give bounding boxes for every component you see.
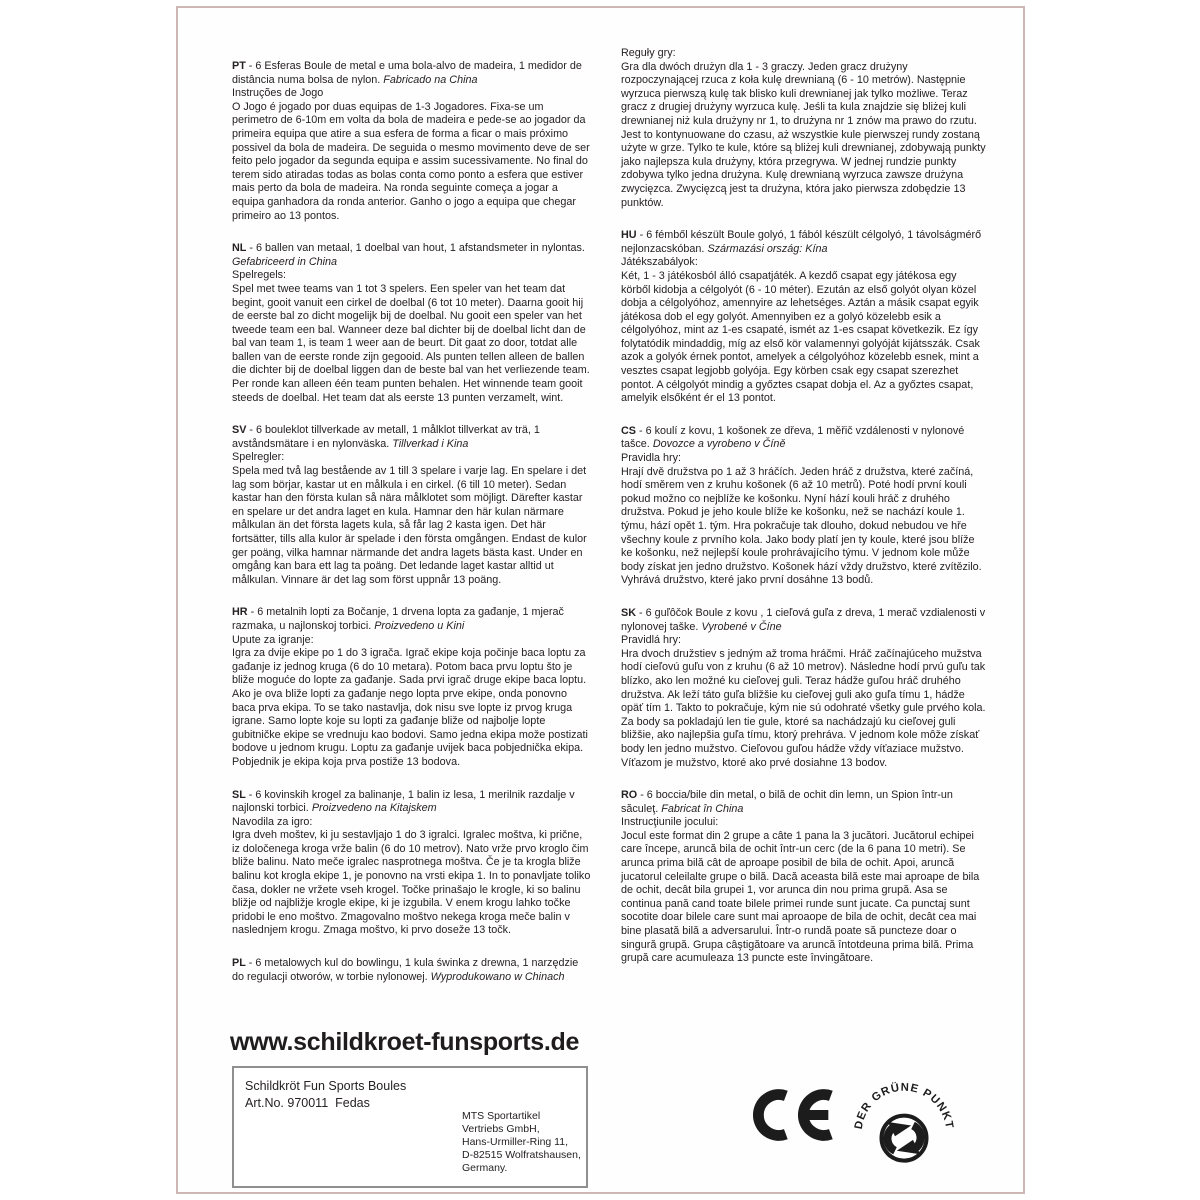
info-box [232,1066,588,1188]
language-code: HR [232,606,248,619]
section-pt [232,60,592,223]
origin-note: Fabricado na China [383,73,478,86]
section-intro-text: - 6 guľôčok Boule z kovu , 1 cieľová guľa z dreva, 1 merač vzdialenosti v nylonovej taške. [621,606,986,633]
section-cs [621,425,987,588]
section-intro-text: - 6 kovinskih krogel za balinanje, 1 balin iz lesa, 1 merilnik razdalje v najlonski torbici. [232,788,575,815]
section-rules-body: Gra dla dwóch drużyn dla 1 - 3 graczy. Jeden gracz drużyny rozpoczynającej rzuca z koła kulę drewnianą (6 - 10 metrów). Następnie wyrzuca pierwszą kulę tak blisko kuli drewnianej jak tylko możliwe. Teraz gracz z drugiej drużyny wyrzuca kulę. Jeśli ta kula znajdzie się bliżej kuli drewnianej niż kula drużyny nr 1, to drużyna nr 1 znów ma prawo do rzutu. Jest to kontynuowane do czasu, aż wszystkie kule pierwszej rundy zostaną użyte w grze. Tylko te kule, które są bliżej kuli drewnianej, zdobywają punkty jako najlepsza kula drużyny, która przegrywa. W jednej rundzie punkty zdobywa tylko jedna drużyna. Kulę drewnianą wyrzuca zawsze drużyna zwycięzca. Zwycięzcą jest ta drużyna, która jako pierwsza zdobędzie 13 punktów. [621,60,986,209]
language-code: PT [232,60,246,72]
section-rules-header: Pravidlá hry: [621,634,682,647]
gruene-punkt-label: DER GRÜNE PUNKT [852,1081,956,1131]
svg-text:DER GRÜNE PUNKT [853,1081,955,1130]
section-rules-body: Spela med två lag bestående av 1 till 3 spelare i varje lag. En spelare i det lag som börjar, kastar ut en målkula i en cirkel. (6 till 10 meter). Sedan kastar han den första kulan så nära målklotet som möjligt. Därefter kastar en spelare ur det andra laget en kula. Hamnar den här kulan närmare målkulan än det första lagets kula, så får lag 2 kasta igen. Det här fortsätter, tills alla kulor är spelade i den första omgången. Endast de kulor ger poäng, vilka hamnar närmande det andra lagets bästa kast. Under en omgång kan bara ett lag ta poäng. Det ledande laget kastar alltid ut målkulan. Vinnare är det lag som först uppnår 13 poäng. [232,465,587,586]
section-rules-body: Jocul este format din 2 grupe a câte 1 pana la 3 jucători. Jucătorul echipei care începe, aruncă bila de ochit într-un cerc (de la 6 pana 10 metri). Se arunca prima bilă cât de aproape posibil de bila de ochit. Apoi, aruncă jucatorul celeilalte grupe o bilă. Dacă aceasta bilă este mai aproape de bila de ochit, decât bila grupei 1, vor arunca din nou prima grupă. Asa se continua pană cand toate bilele primei runde sunt jucate. Ca punctaj sunt socotite doar bilele care sunt mai aproaope de bila de ochit, decât cea mai bine plasată bilă a adversarului. Într-o rundă poate să puncteze doar o singură grupă. Grupa câştigătoare va aruncă întotdeuna prima bilă. Prima grupă care acumuleaza 13 puncte este învingătoare. [621,829,980,965]
ce-mark-icon [750,1086,840,1144]
section-sl [232,789,592,939]
section-rules-body: O Jogo é jogado por duas equipas de 1-3 Jogadores. Fixa-se um perimetro de 6-10m em volta da bola de madeira e pede-se ao jogador da primeira equipa que atire a sua esfera de forma a ficar o mais próximo possivel da bola de madeira. De seguida o mesmo movimento deve de ser feito pelo jogador da segunda equipa e assim sucessivamente. No final do terem sido atiradas todas as bolas conta como ponto a esfera que estiver mais perto da bola de madeira. Na ronda seguinte começa a jogar a equipa ganhadora da ronda anterior. Ganho o jogo a equipa que chegar primeiro ao 13 pontos. [232,100,590,222]
section-rules-header: Instruções de Jogo [232,87,324,100]
section-rules-body: Hra dvoch družstiev s jedným až troma hráčmi. Hráč začínajúceho mužstva hodí cieľovú guľu von z kruhu (6 až 10 metrov). Následne hodí prvú guľu tak blízko, ako len možné ku cieľovej guli. Teraz hádže guľou hráč druhého družstva. Ak leží táto guľa bližšie ku cieľovej guli ako guľa tímu 1, hádže opäť tím 1. Takto to pokračuje, kým nie sú odohraté všetky gule prvého kola. Za body sa pokladajú len tie gule, ktoré sa nachádzajú ku cieľovej guli bližšie, ako najlepšia guľa tímu, ktorý prehráva. V jednom kole môže získať body len jedno mužstvo. Cieľovou guľou hádže vždy víťaziace mužstvo. Víťazom je mužstvo, ktoré ako prvé dosiahne 13 bodov. [621,647,986,769]
section-pl [232,957,592,984]
section-rules-header: Spelregler: [232,451,285,464]
section-rules-body: Két, 1 - 3 játékosból álló csapatjáték. A kezdő csapat egy játékosa egy körből kidobja a célgolyót (6 - 10 méter). Ezután az első golyót olyan közel dobja a célgolyóhoz, amennyire az lehetséges. Aztán a másik csapat egyik játékosa dob el egy golyót. Amennyiben ez a golyó közelebb esik a célgolyóhoz, mint az 1-es csapaté, ismét az 1-es csapat következik. Ez így folytatódik mindaddig, míg az első kör valamennyi golyóját kijátsszák. Csak azok a golyók érnek pontot, amelyek a célgolyóhoz közelebb esnek, mint a vesztes csapat legjobb golyója. Egy körben csak egy csapat szerezhet pontot. A célgolyót mindig a győztes csapat dobja el. Az a győztes csapat, amelyik elsőként ér el 13 pontot. [621,269,980,405]
language-code: SK [621,606,636,619]
section-intro [232,60,592,87]
origin-note: Gefabriceerd in China [232,255,338,268]
language-code: HU [621,229,637,242]
section-intro [621,229,987,256]
right-column [621,47,987,985]
section-intro-text: - 6 metalnih lopti za Bočanje, 1 drvena lopta za gađanje, 1 mjerač razmaka, u najlonskoj torbici. [232,606,564,632]
origin-note: Vyrobené v Číne [701,620,782,633]
section-rules-header: Játékszabályok: [621,256,698,269]
address-line: Germany. [462,1162,508,1174]
section-intro-text: - 6 Esferas Boule de metal e uma bola-alvo de madeira, 1 medidor de distância numa bolsa de nylon. [232,60,582,86]
origin-note: Proizvedeno u Kini [374,619,465,632]
section-hu [621,229,987,406]
section-intro [621,789,987,816]
section-rules-body: Igra za dvije ekipe po 1 do 3 igrača. Igrač ekipe koja počinje baca loptu za gađanje iz jednog kruga (6 do 10 metara). Potom baca prvu loptu što je bliže moguće do lopte za gađanje. Sada prvi igrač druge ekipe baca loptu. Ako je ova bliže lopti za gađanje nego lopta prve ekipe, onda ponovno baca prva ekipa. To se tako nastavlja, dok nisu sve lopte iz prvog kruga igrane. Samo lopte koje su lopti za gađanje bliže od najbolje lopte gubitničke ekipe se vrednuju kao bodovi. Samo jedna ekipa može postizati bodove u jednom krugu. Loptu za gađanje uvijek baca pobjednička ekipa. Pobjednik je ekipa koja prva postiže 13 bodova. [232,647,588,768]
language-code: SL [232,788,246,801]
section-intro [232,606,592,633]
section-intro-text: - 6 metalowych kul do bowlingu, 1 kula świnka z drewna, 1 narzędzie do regulacji otworów, w torbie nylonowej. [232,957,579,983]
section-sk [621,607,987,770]
language-code: RO [621,789,638,802]
section-rules-header: Navodila za igro: [232,815,313,828]
section-intro-text: - 6 koulí z kovu, 1 košonek ze dřeva, 1 měřič vzdálenosti v nylonové tašce. [621,424,965,451]
origin-note: Proizvedeno na Kitajskem [311,802,437,815]
section-rules-header: Spelregels: [232,269,287,282]
section-intro-text: - 6 fémből készült Boule golyó, 1 fából készült célgolyó, 1 távolságmérő nejlonzacskóban. [621,229,982,255]
section-ro [621,789,987,966]
address-line: MTS Sportartikel [462,1110,541,1122]
section-rules-header: Upute za igranje: [232,633,314,646]
product-name: Schildkröt Fun Sports Boules [245,1079,407,1093]
gruene-punkt-icon [850,1062,958,1180]
section-rules-body: Igra dveh moštev, ki ju sestavljajo 1 do 3 igralci. Igralec moštva, ki prične, iz določenega kroga vrže balin (6 do 10 metrov). Nato vrže prvo kroglo čim bliže balinu. Nato meče igralec nasprotnega moštva. Če je ta krogla bliže balinu kot krogla ekipe 1, je ponovno na vrsti ekipa 1. In to ponavljate toliko časa, dokler ne vržete vseh krogel. Točke prinašajo le krogle, ki so balinu bližje od najbližje krogle ekipe, ki je izgubila. V enem krogu lahko točke pridobi le eno moštvo. Zmagovalno moštvo nekega kroga meče balin v naslednjem krogu. Zmaga moštvo, ki prvo doseže 13 točk. [232,829,591,937]
section-rules-body: Hrají dvě družstva po 1 až 3 hráčích. Jeden hráč z družstva, které začíná, hodí směrem ven z kruhu košonek (6 až 10 metrů). Poté hodí první kouli pokud možno co nejblíže ke košonku. Nyní hází kouli hráč z druhého družstva. Pokud je jeho koule blíže ke košonku, než se nachází koule 1. týmu, hází opět 1. tým. Hra pokračuje tak dlouho, dokud nebudou ve hře všechny koule z prvního kola. Jako body platí jen ty koule, které jsou blíže ke košonku, než nejlepší koule prohrávajícího týmu. V jednom kole může body získat jen jedno družstvo. Košonek hází vždy družstvo, které zvítězilo. Vyhrává družstvo, které jako první dosáhne 13 bodů. [621,465,982,587]
address-line: D-82515 Wolfratshausen, [462,1149,581,1161]
article-number: Art.No. 970011 Fedas [245,1096,370,1110]
origin-note: Wyprodukowano w Chinach [430,970,565,983]
section-intro [232,424,592,451]
origin-note: Származási ország: Kína [707,242,828,255]
section-intro [232,789,592,816]
address-line: Vertriebs GmbH, [462,1123,540,1135]
section-intro-text: - 6 bouleklot tillverkade av metall, 1 målklot tillverkat av trä, 1 avståndsmätare i en nylonväska. [232,424,540,450]
section-rules-header: Pravidla hry: [621,452,682,465]
section-intro-text: - 6 ballen van metaal, 1 doelbal van hout, 1 afstandsmeter in nylontas. [249,242,585,255]
left-column [232,60,592,1003]
language-code: PL [232,957,246,970]
origin-note: Fabricat în China [661,802,744,815]
origin-note: Dovozce a vyrobeno v Číně [652,438,786,451]
origin-note: Tillverkad i Kina [392,437,469,450]
section-intro-text: - 6 boccia/bile din metal, o bilă de ochit din lemn, un Spion într-un săculeţ. [621,789,953,815]
manufacturer-address [462,1110,581,1175]
website-url: www.schildkroet-funsports.de [230,1028,580,1056]
language-code: NL [232,242,247,255]
section-hr [232,606,592,769]
section-sv [232,424,592,587]
language-code: SV [232,424,247,437]
section-rules-header: Reguły gry: [621,47,676,59]
address-line: Hans-Urmiller-Ring 11, [462,1136,568,1148]
section-intro [232,242,592,269]
section-pl-rules [621,47,987,210]
section-intro [621,607,987,634]
section-rules-body: Spel met twee teams van 1 tot 3 spelers. Een speler van het team dat begint, gooit vanuit een cirkel de doelbal (6 tot 10 meter). Daarna gooit hij de eerste bal zo dicht mogelijk bij de doelbal. Nu gooit een speler van het tweede team een bal. Wanneer deze bal dichter bij de doelbal licht dan de bal van team 1, is team 1 weer aan de beurt. Dit gaat zo door, totdat alle ballen van de eerste ronde zijn gegooid. Als punten tellen alleen de ballen die dichter bij de doelbal liggen dan de beste bal van het verliezende team. Per ronde kan alleen één team punten behalen. Het winnende team gooit steeds de doelbal. Het team dat als eerste 13 punten verzamelt, wint. [232,282,590,404]
language-code: CS [621,424,636,437]
section-intro [621,425,987,452]
section-intro [232,957,592,984]
section-nl [232,242,592,405]
section-rules-header: Instrucţiunile jocului: [621,816,719,829]
